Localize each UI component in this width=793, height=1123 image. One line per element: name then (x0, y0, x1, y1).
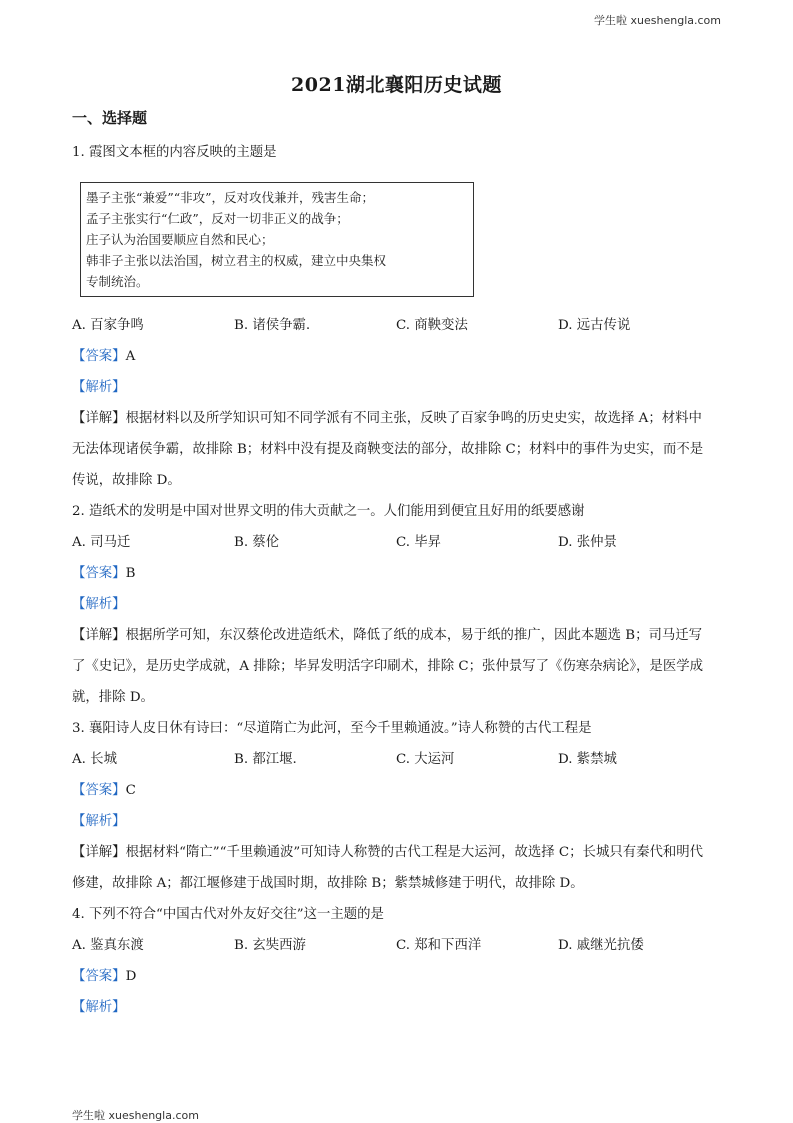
q1-detail-line: 无法体现诸侯争霸，故排除 B；材料中没有提及商鞅变法的部分，故排除 C；材料中的事件为史实，而不是 (72, 442, 704, 457)
answer-value: B (125, 566, 136, 581)
q1-option-c: C. 商鞅变法 (396, 318, 468, 333)
q1-detail-line: 传说，故排除 D。 (72, 473, 181, 488)
q2-option-d: D. 张仲景 (558, 535, 617, 550)
detail-tag: 【详解】 (72, 845, 126, 860)
q1-material-line: 庄子认为治国要顺应自然和民心； (86, 232, 274, 247)
q2-option-a: A. 司马迁 (72, 535, 131, 550)
page-footer: 学生啦 xueshengla.com (72, 1109, 199, 1122)
q3-stem: 3. 襄阳诗人皮日休有诗曰：“尽道隋亡为此河，至今千里赖通波。”诗人称赞的古代工程是 (72, 721, 592, 736)
page-header: 学生啦 xueshengla.com (594, 14, 721, 27)
answer-value: D (125, 969, 137, 984)
q1-material-image (80, 182, 474, 297)
q1-options (72, 310, 722, 341)
analysis-tag: 【解析】 (72, 1000, 126, 1015)
questions (72, 137, 722, 1023)
q4-stem: 4. 下列不符合“中国古代对外友好交往”这一主题的是 (72, 907, 384, 922)
answer-tag: 【答案】 (72, 566, 126, 581)
q4-analysis (72, 992, 722, 1023)
analysis-tag: 【解析】 (72, 380, 126, 395)
q3-option-c: C. 大运河 (396, 752, 455, 767)
q4-options (72, 930, 722, 961)
q2-detail-line: 了《史记》，是历史学成就，A 排除；毕昇发明活字印刷术，排除 C；张仲景写了《伤寒杂病论》，是医学成 (72, 659, 703, 674)
q2-detail-line: 就，排除 D。 (72, 690, 154, 705)
q3-option-a: A. 长城 (72, 752, 117, 767)
detail-tag: 【详解】 (72, 628, 126, 643)
analysis-tag: 【解析】 (72, 597, 126, 612)
q4-option-a: A. 鉴真东渡 (72, 938, 144, 953)
q3-options (72, 744, 722, 775)
q2-option-b: B. 蔡伦 (234, 535, 280, 550)
q1-analysis (72, 372, 722, 403)
answer-tag: 【答案】 (72, 783, 126, 798)
detail-text: 根据材料“隋亡”“千里赖通波”可知诗人称赞的古代工程是大运河，故选择 C；长城只有秦代和明代 (125, 845, 704, 860)
q1-option-a: A. 百家争鸣 (72, 318, 144, 333)
q4-option-b: B. 玄奘西游 (234, 938, 306, 953)
q1-material-line: 专制统治。 (86, 274, 149, 289)
q1-material-line: 墨子主张“兼爱”“非攻”，反对攻伐兼并，残害生命； (86, 190, 375, 205)
q2-analysis (72, 589, 722, 620)
q2-answer (72, 558, 722, 589)
q1-material-line: 孟子主张实行“仁政”，反对一切非正义的战争； (86, 211, 349, 226)
q1-option-d: D. 远古传说 (558, 318, 631, 333)
q1-material-line: 韩非子主张以法治国，树立君主的权威，建立中央集权 (86, 253, 387, 268)
q2-options (72, 527, 722, 558)
answer-value: C (125, 783, 136, 798)
q3-detail (72, 837, 722, 868)
detail-text: 根据所学可知，东汉蔡伦改进造纸术，降低了纸的成本，易于纸的推广，因此本题选 B；司马迁写 (125, 628, 703, 643)
q4-option-d: D. 戚继光抗倭 (558, 938, 644, 953)
q2-option-c: C. 毕昇 (396, 535, 442, 550)
analysis-tag: 【解析】 (72, 814, 126, 829)
section-heading: 一、选择题 (72, 109, 148, 127)
q4-answer (72, 961, 722, 992)
q3-option-b: B. 都江堰. (234, 752, 297, 767)
q3-analysis (72, 806, 722, 837)
q2-detail (72, 620, 722, 651)
answer-tag: 【答案】 (72, 349, 126, 364)
detail-tag: 【详解】 (72, 411, 126, 426)
page-title: 2021湖北襄阳历史试题 (291, 74, 502, 96)
q1-detail (72, 403, 722, 434)
q1-answer (72, 341, 722, 372)
q3-option-d: D. 紫禁城 (558, 752, 617, 767)
q3-answer (72, 775, 722, 806)
q1-stem: 1. 霞图文本框的内容反映的主题是 (72, 145, 277, 160)
q3-detail-line: 修建，故排除 A；都江堰修建于战国时期，故排除 B；紫禁城修建于明代，故排除 D。 (72, 876, 584, 891)
q2-stem: 2. 造纸术的发明是中国对世界文明的伟大贡献之一。人们能用到便宜且好用的纸要感谢 (72, 504, 585, 519)
q4-option-c: C. 郑和下西洋 (396, 938, 482, 953)
detail-text: 根据材料以及所学知识可知不同学派有不同主张，反映了百家争鸣的历史史实，故选择 A；材料中 (125, 411, 702, 426)
q1-option-b: B. 诸侯争霸. (234, 318, 311, 333)
answer-tag: 【答案】 (72, 969, 126, 984)
answer-value: A (125, 349, 136, 364)
